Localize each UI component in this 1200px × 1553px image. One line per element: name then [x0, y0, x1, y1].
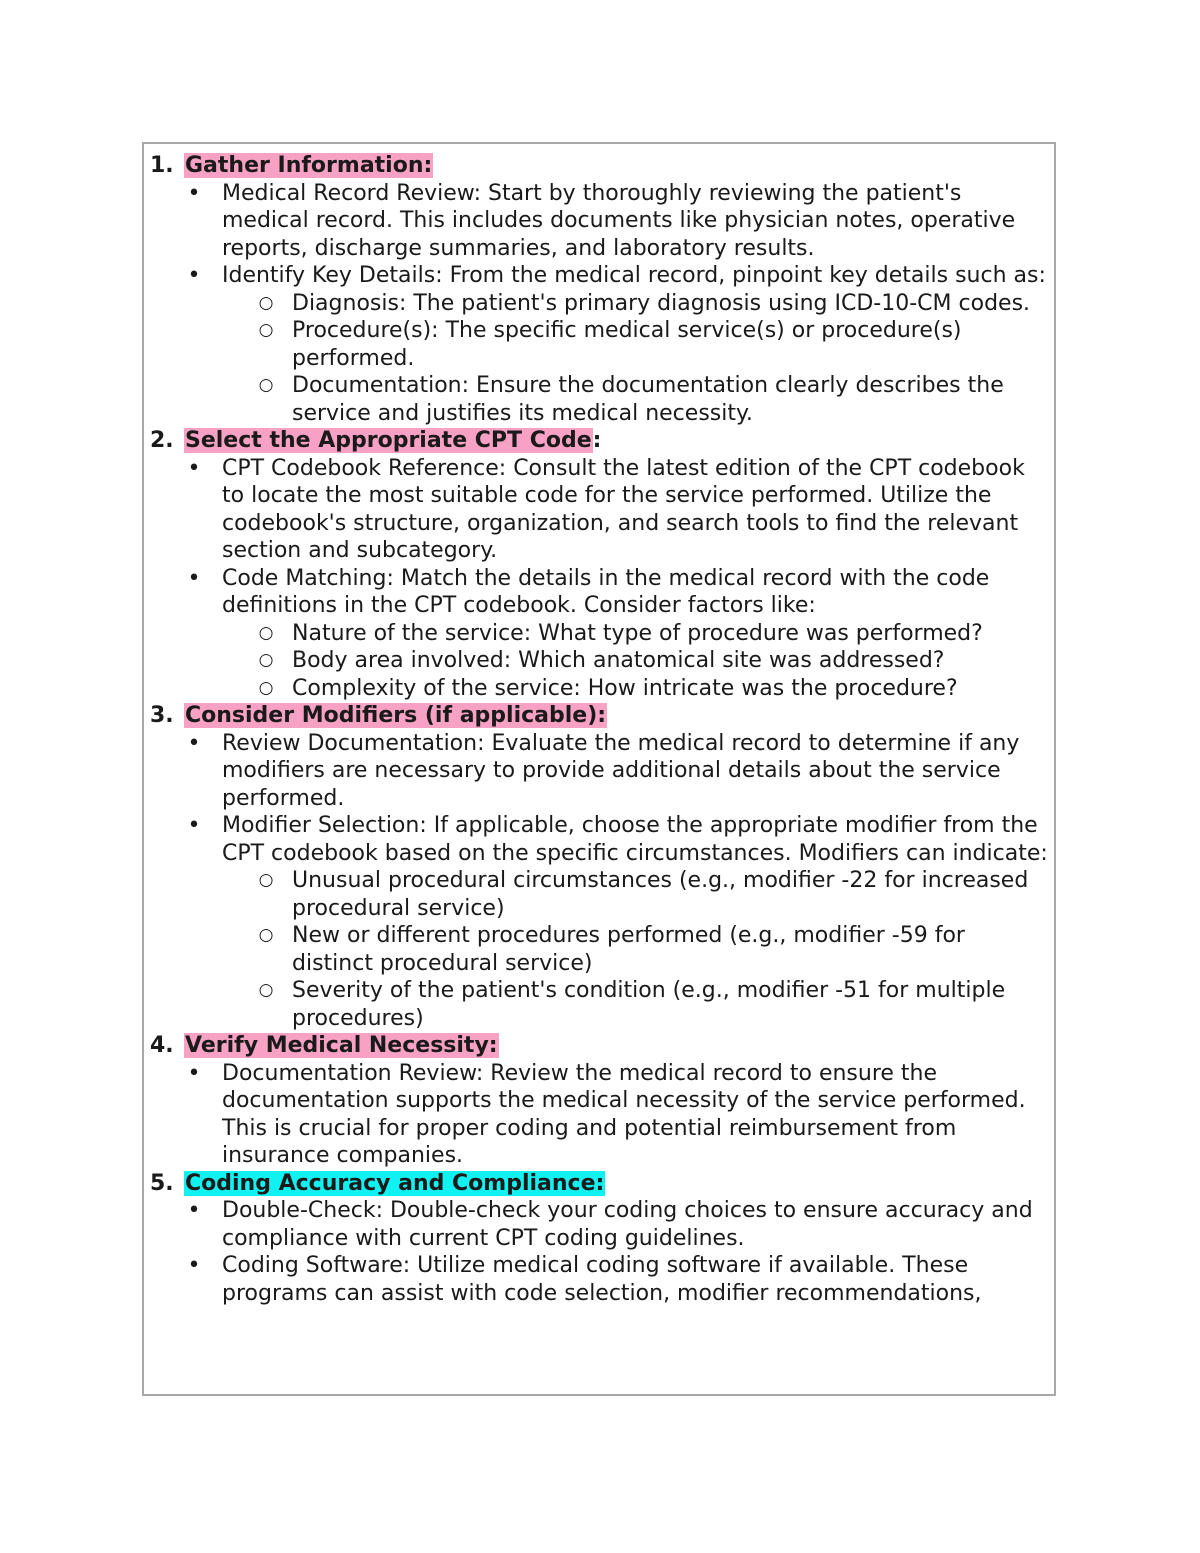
section-title: Verify Medical Necessity: [185, 1033, 498, 1058]
sub-bullet-text: Nature of the service: What type of procedure was performed? [292, 620, 983, 646]
sub-bullet-item [150, 922, 1050, 977]
bullet-dot-icon: • [187, 1198, 201, 1223]
sub-bullet-text: Diagnosis: The patient's primary diagnosis using ICD-10-CM codes. [292, 290, 1031, 316]
sub-bullet-text: Procedure(s): The specific medical service(s) or procedure(s) performed. [292, 318, 962, 371]
bullet-text: CPT Codebook Reference: Consult the latest edition of the CPT codebook to locate the most suitable code for the service performed. Utilize the codebook's structure, organization, and search tools to find the relevant section and subcategory. [222, 455, 1025, 563]
sub-bullet-item [150, 290, 1050, 318]
section-title: Consider Modifiers (if applicable): [185, 703, 607, 728]
section-title: Select the Appropriate CPT Code [185, 428, 592, 453]
bullet-item [150, 1060, 1050, 1170]
bullet-text: Coding Software: Utilize medical coding software if available. These programs can assist with code selection, modifier recommendations, [222, 1253, 982, 1306]
section-number: 4. [150, 1033, 174, 1058]
sub-bullet-text: Body area involved: Which anatomical site was addressed? [292, 648, 945, 673]
sub-bullet-item [150, 620, 1050, 648]
bullet-item [150, 455, 1050, 565]
bullet-item [150, 730, 1050, 813]
sub-bullet-text: Severity of the patient's condition (e.g., modifier -51 for multiple procedures) [292, 978, 1006, 1031]
section-heading [150, 427, 1050, 455]
section-heading [150, 1170, 1050, 1198]
bullet-text: Identify Key Details: From the medical record, pinpoint key details such as: [222, 263, 1046, 288]
sub-bullet-circle-icon: ○ [258, 292, 274, 313]
section-title: Gather Information: [185, 153, 433, 178]
sub-bullet-circle-icon: ○ [258, 870, 274, 890]
section-5 [150, 1170, 1050, 1308]
bullet-dot-icon: • [187, 455, 201, 481]
section-3 [150, 702, 1050, 1032]
bullet-text: Documentation Review: Review the medical record to ensure the documentation supports the medical necessity of the service performed. This is crucial for proper coding and potential reimbursement from insurance companies. [222, 1060, 1026, 1168]
section-title-suffix: : [592, 428, 602, 453]
bullet-item [150, 262, 1050, 290]
bullet-dot-icon: • [187, 263, 201, 288]
bullet-text: Modifier Selection: If applicable, choose the appropriate modifier from the CPT codebook based on the specific circumstances. Modifiers can indicate: [222, 813, 1048, 866]
section-number: 5. [150, 1170, 174, 1196]
section-heading [150, 702, 1050, 730]
bullet-text: Double-Check: Double-check your coding choices to ensure accuracy and compliance with current CPT coding guidelines. [222, 1198, 1033, 1251]
section-heading [150, 152, 1050, 180]
sub-bullet-item [150, 675, 1050, 703]
bullet-item [150, 1197, 1050, 1252]
section-number: 1. [150, 153, 174, 178]
bullet-text: Medical Record Review: Start by thoroughly reviewing the patient's medical record. This includes documents like physician notes, operative reports, discharge summaries, and laboratory results. [222, 180, 1016, 261]
section-heading [150, 1032, 1050, 1060]
bullet-dot-icon: • [187, 1060, 201, 1086]
sub-bullet-circle-icon: ○ [258, 320, 274, 340]
sub-bullet-circle-icon: ○ [258, 980, 274, 1000]
bullet-item [150, 565, 1050, 620]
sub-bullet-text: Complexity of the service: How intricate was the procedure? [292, 675, 958, 701]
sub-bullet-text: Documentation: Ensure the documentation clearly describes the service and justifies its medical necessity. [292, 373, 1004, 426]
sub-bullet-item [150, 372, 1050, 427]
sub-bullet-circle-icon: ○ [258, 925, 274, 945]
bullet-dot-icon: • [187, 180, 201, 206]
section-1 [150, 152, 1050, 427]
sub-bullet-item [150, 977, 1050, 1032]
sub-bullet-circle-icon: ○ [258, 650, 274, 670]
section-title: Coding Accuracy and Compliance: [185, 1170, 605, 1196]
bullet-item [150, 180, 1050, 263]
bullet-text: Code Matching: Match the details in the medical record with the code definitions in the CPT codebook. Consider factors like: [222, 565, 990, 618]
sub-bullet-item [150, 647, 1050, 675]
sub-bullet-text: New or different procedures performed (e.g., modifier -59 for distinct procedural service) [292, 923, 965, 976]
section-number: 3. [150, 703, 174, 728]
sub-bullet-item [150, 317, 1050, 372]
bullet-text: Review Documentation: Evaluate the medical record to determine if any modifiers are necessary to provide additional details about the service performed. [222, 730, 1020, 811]
section-number: 2. [150, 428, 174, 453]
bullet-dot-icon: • [187, 813, 201, 838]
bullet-dot-icon: • [187, 1253, 201, 1278]
sub-bullet-circle-icon: ○ [258, 622, 274, 643]
sub-bullet-circle-icon: ○ [258, 677, 274, 698]
sub-bullet-circle-icon: ○ [258, 375, 274, 395]
bullet-dot-icon: • [187, 565, 201, 591]
sub-bullet-item [150, 867, 1050, 922]
bullet-item [150, 812, 1050, 867]
document-content [150, 152, 1050, 1307]
bullet-dot-icon: • [187, 730, 201, 756]
bullet-item [150, 1252, 1050, 1307]
document-page [142, 142, 1056, 1396]
section-2 [150, 427, 1050, 702]
sub-bullet-text: Unusual procedural circumstances (e.g., modifier -22 for increased procedural service) [292, 868, 1029, 921]
section-4 [150, 1032, 1050, 1170]
